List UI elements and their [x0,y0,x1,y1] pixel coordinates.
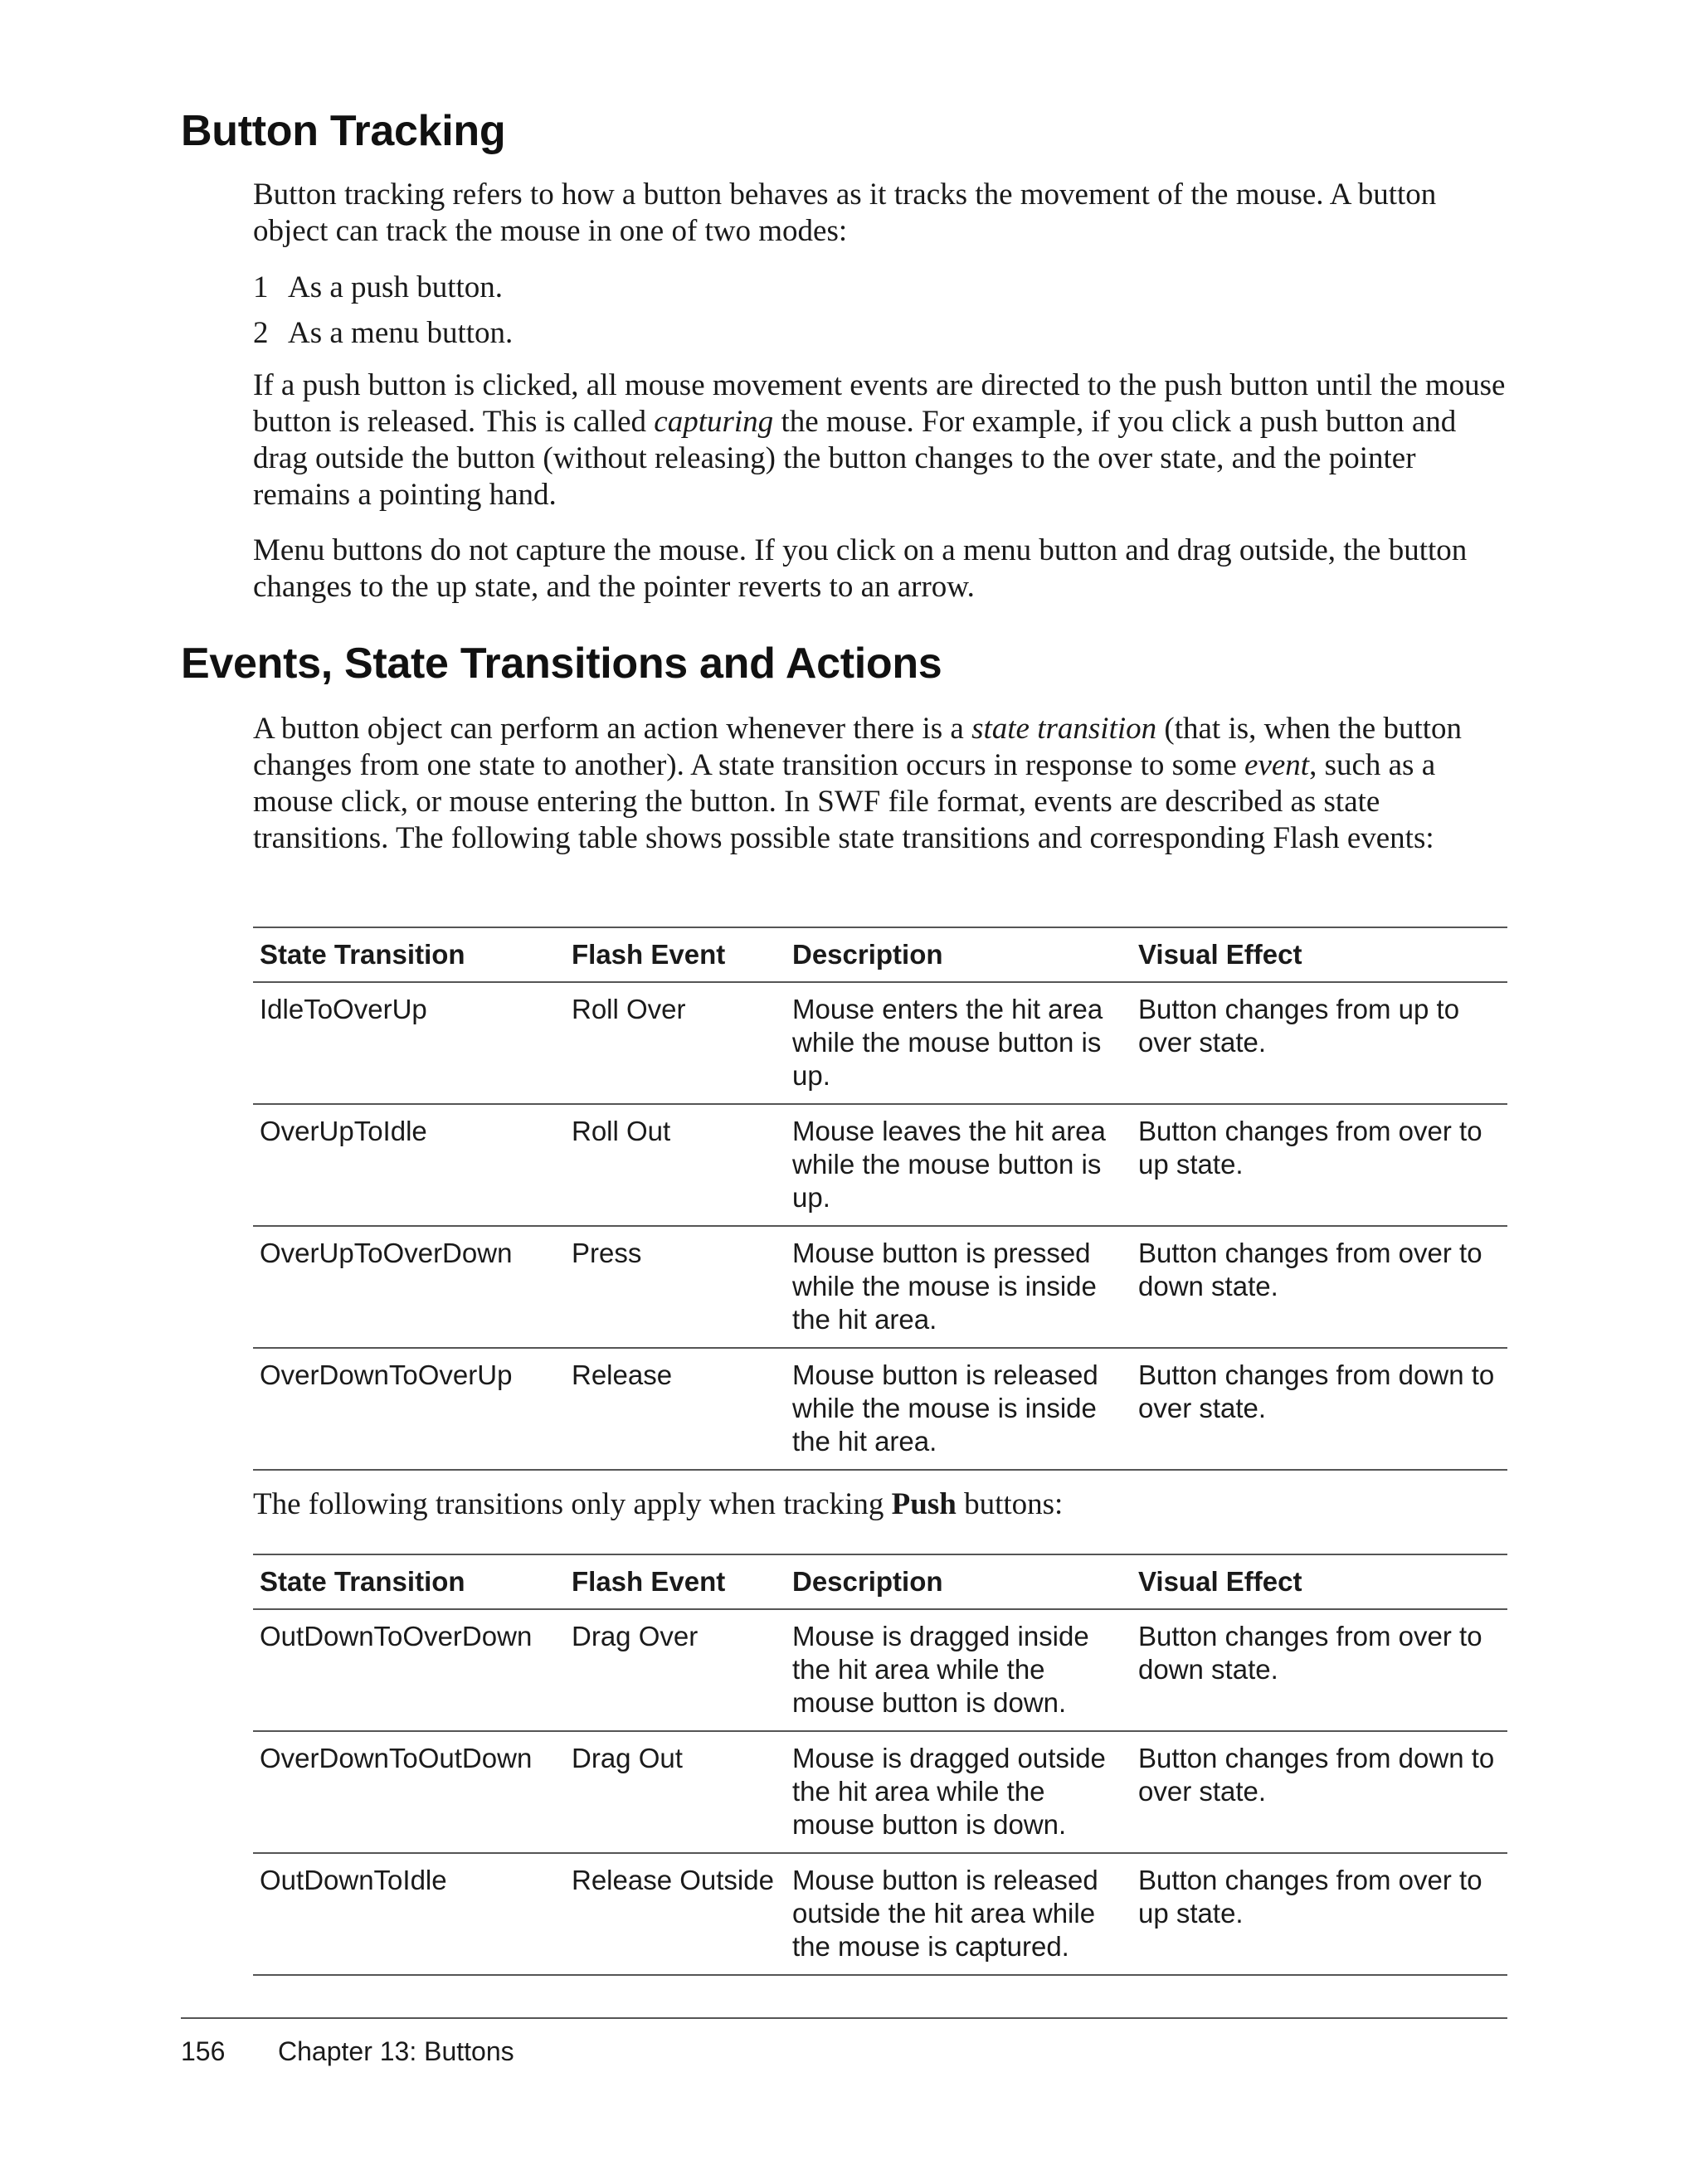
cell-state-transition: OverDownToOverUp [253,1348,565,1470]
cell-visual-effect: Button changes from up to over state. [1132,982,1507,1104]
column-header-flash-event: Flash Event [565,927,786,982]
push-button-capture-paragraph: If a push button is clicked, all mouse movement events are directed to the push button until the mouse button is released. This is called capturing the mouse. For example, if you click a push button and drag outside the button (without releasing) the button changes to the over state, and the pointer remains a pointing hand. [253,368,1506,512]
list-item-number: 1 [253,270,269,304]
cell-visual-effect: Button changes from over to down state. [1132,1226,1507,1348]
cell-visual-effect: Button changes from over to up state. [1132,1104,1507,1226]
cell-description: Mouse is dragged inside the hit area while the mouse button is down. [786,1609,1132,1731]
term-capturing: capturing [654,405,774,439]
cell-state-transition: OverDownToOutDown [253,1731,565,1853]
cell-description: Mouse button is pressed while the mouse is inside the hit area. [786,1226,1132,1348]
table-row [253,1348,1507,1470]
column-header-flash-event: Flash Event [565,1554,786,1609]
state-transition-table [253,927,1507,1471]
cell-flash-event: Roll Over [565,982,786,1104]
section-heading-events: Events, State Transitions and Actions [181,640,942,688]
cell-flash-event: Press [565,1226,786,1348]
term-event: event [1244,748,1310,782]
table-row [253,1104,1507,1226]
events-intro-paragraph: A button object can perform an action whenever there is a state transition (that is, when the button changes from one state to another). A state transition occurs in response to some event, such as a mouse click, or mouse entering the button. In SWF file format, events are described as state transitions. The following table shows possible state transitions and corresponding Flash events: [253,712,1463,855]
footer-divider [181,2017,1507,2019]
chapter-title: Chapter 13: Buttons [278,2036,514,2066]
term-push: Push [891,1487,957,1521]
button-tracking-intro: Button tracking refers to how a button behaves as it tracks the movement of the mouse. A button object can track the mouse in one of two modes: [253,178,1437,248]
cell-visual-effect: Button changes from over to down state. [1132,1609,1507,1731]
table-header-row [253,927,1507,982]
cell-description: Mouse is dragged outside the hit area while the mouse button is down. [786,1731,1132,1853]
push-buttons-note: The following transitions only apply when tracking Push buttons: [253,1487,1064,1521]
table-row [253,1226,1507,1348]
table-row [253,1609,1507,1731]
column-header-state-transition: State Transition [253,1554,565,1609]
table-row [253,1853,1507,1975]
list-item-text: As a push button. [288,270,503,304]
cell-flash-event: Release [565,1348,786,1470]
column-header-description: Description [786,927,1132,982]
cell-state-transition: IdleToOverUp [253,982,565,1104]
column-header-visual-effect: Visual Effect [1132,1554,1507,1609]
table-row [253,982,1507,1104]
page-number: 156 [181,2036,226,2066]
cell-state-transition: OverUpToIdle [253,1104,565,1226]
cell-visual-effect: Button changes from down to over state. [1132,1731,1507,1853]
table-header-row [253,1554,1507,1609]
cell-state-transition: OutDownToIdle [253,1853,565,1975]
column-header-description: Description [786,1554,1132,1609]
section-heading-button-tracking: Button Tracking [181,107,506,155]
cell-flash-event: Release Outside [565,1853,786,1975]
cell-flash-event: Drag Out [565,1731,786,1853]
column-header-state-transition: State Transition [253,927,565,982]
cell-visual-effect: Button changes from over to up state. [1132,1853,1507,1975]
list-item [253,270,503,306]
cell-description: Mouse leaves the hit area while the mouse button is up. [786,1104,1132,1226]
cell-description: Mouse button is released outside the hit area while the mouse is captured. [786,1853,1132,1975]
list-item-number: 2 [253,316,269,350]
cell-flash-event: Drag Over [565,1609,786,1731]
table-row [253,1731,1507,1853]
cell-state-transition: OverUpToOverDown [253,1226,565,1348]
cell-state-transition: OutDownToOverDown [253,1609,565,1731]
cell-description: Mouse enters the hit area while the mouse button is up. [786,982,1132,1104]
push-transition-table [253,1554,1507,1976]
list-item-text: As a menu button. [288,316,514,350]
cell-visual-effect: Button changes from down to over state. [1132,1348,1507,1470]
cell-flash-event: Roll Out [565,1104,786,1226]
cell-description: Mouse button is released while the mouse is inside the hit area. [786,1348,1132,1470]
term-state-transition: state transition [971,712,1157,746]
column-header-visual-effect: Visual Effect [1132,927,1507,982]
list-item [253,315,513,352]
menu-button-paragraph: Menu buttons do not capture the mouse. If you click on a menu button and drag outside, the button changes to the up state, and the pointer reverts to an arrow. [253,533,1468,604]
